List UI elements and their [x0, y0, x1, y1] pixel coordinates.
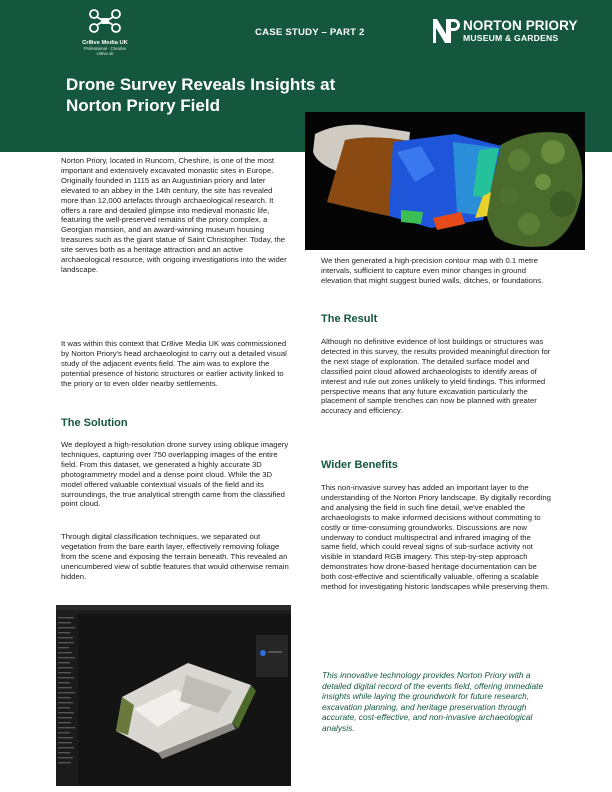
contour-paragraph: We then generated a high-precision contour map with 0.1 metre intervals, sufficient to capture even minor changes in ground elevation that might suggest buried walls, ditches, or foundations.	[321, 256, 544, 285]
drone-icon	[88, 8, 122, 34]
wider-benefits-heading: Wider Benefits	[321, 459, 398, 471]
software-screenshot	[56, 605, 291, 786]
solution-paragraph-1: We deployed a high-resolution drone survey using oblique imagery techniques, capturing over 750 overlapping images of the entire field. From this dataset, we generated a highly accurate 3D photogrammetry model and a dense point cloud. While the 3D model offered valuable contextual visuals of the field and its surroundings, the true analytical strength came from the classified point cloud.	[61, 440, 289, 509]
brand-url: cr8ive.uk	[96, 51, 114, 56]
brand-name: Cr8ive Media UK	[82, 40, 128, 46]
result-paragraph: Although no definitive evidence of lost buildings or structures was detected in this survey, the results provided meaningful direction for the next stage of exploration. The detailed surface model and classified point cloud allowed archaeologists to identify areas of interest and rule out zones unlikely to yield findings. This informed perspective means that any future excavation particularly the placement of sample trenches can now be planned with greater accuracy and efficiency.	[321, 337, 551, 416]
brand-tagline: Professional · Creative	[83, 46, 127, 51]
solution-heading: The Solution	[61, 417, 128, 429]
point-cloud-image	[305, 112, 585, 250]
solution-paragraph-2: Through digital classification techniques, we separated out vegetation from the bare earth layer, effectively removing foliage from the scene and exposing the terrain beneath. This revealed an unencumbered view of subtle features that would otherwise remain hidden.	[61, 532, 289, 581]
partner-subtitle: MUSEUM & GARDENS	[463, 33, 559, 43]
closing-quote: This innovative technology provides Norton Priory with a detailed digital record of the events field, offering immediate insights while laying the groundwork for future research, excavation planning, and heritage preservation through accurate, cost-effective, and non-invasive archaeological analysis.	[322, 670, 544, 733]
result-heading: The Result	[321, 313, 378, 325]
case-study-label: CASE STUDY – PART 2	[255, 27, 365, 38]
wider-benefits-paragraph: This non-invasive survey has added an important layer to the understanding of the Norton Priory landscape. By digitally recording and analysing the field in such fine detail, we've enabled the archaeologists to make informed decisions without committing to costly or time-consuming groundworks. Discussions are now underway to conduct multispectral and infrared imaging of the same field, which could reveal signs of sub-surface activity not visible in standard RGB imagery. This step-by-step approach demonstrates how drone-based heritage documentation can be both cost-effective and scientifically valuable, offering a scalable method for investigating historic landscapes while preserving them.	[321, 483, 551, 592]
partner-name: NORTON PRIORY	[463, 18, 578, 33]
intro-paragraph: Norton Priory, located in Runcorn, Cheshire, is one of the most important and extensively excavated monastic sites in Europe. Originally founded in 1115 as an Augustinian priory and later elevated to an abbey in the 14th century, the site has revealed more than 12,000 artefacts through archaeological research. It offers a rare and detailed glimpse into medieval monastic life, featuring the well-preserved remains of the priory complex, a Georgian mansion, and an award-winning museum housing treasures such as the giant statue of Saint Christopher. Today, the site serves both as a heritage attraction and an active archaeological resource, with ongoing investigations into the wider landscape.	[61, 156, 287, 274]
brand-logo	[62, 8, 148, 56]
context-paragraph: It was within this context that Cr8ive Media UK was commissioned by Norton Priory's head archaeologist to carry out a detailed visual study of the adjacent events field. The aim was to explore the potential presence of historic structures or earlier activity linked to the priory or to even older nearby settlements.	[61, 339, 287, 388]
page-title: Drone Survey Reveals Insights at Norton Priory Field	[66, 75, 336, 115]
np-monogram-icon	[432, 18, 460, 44]
